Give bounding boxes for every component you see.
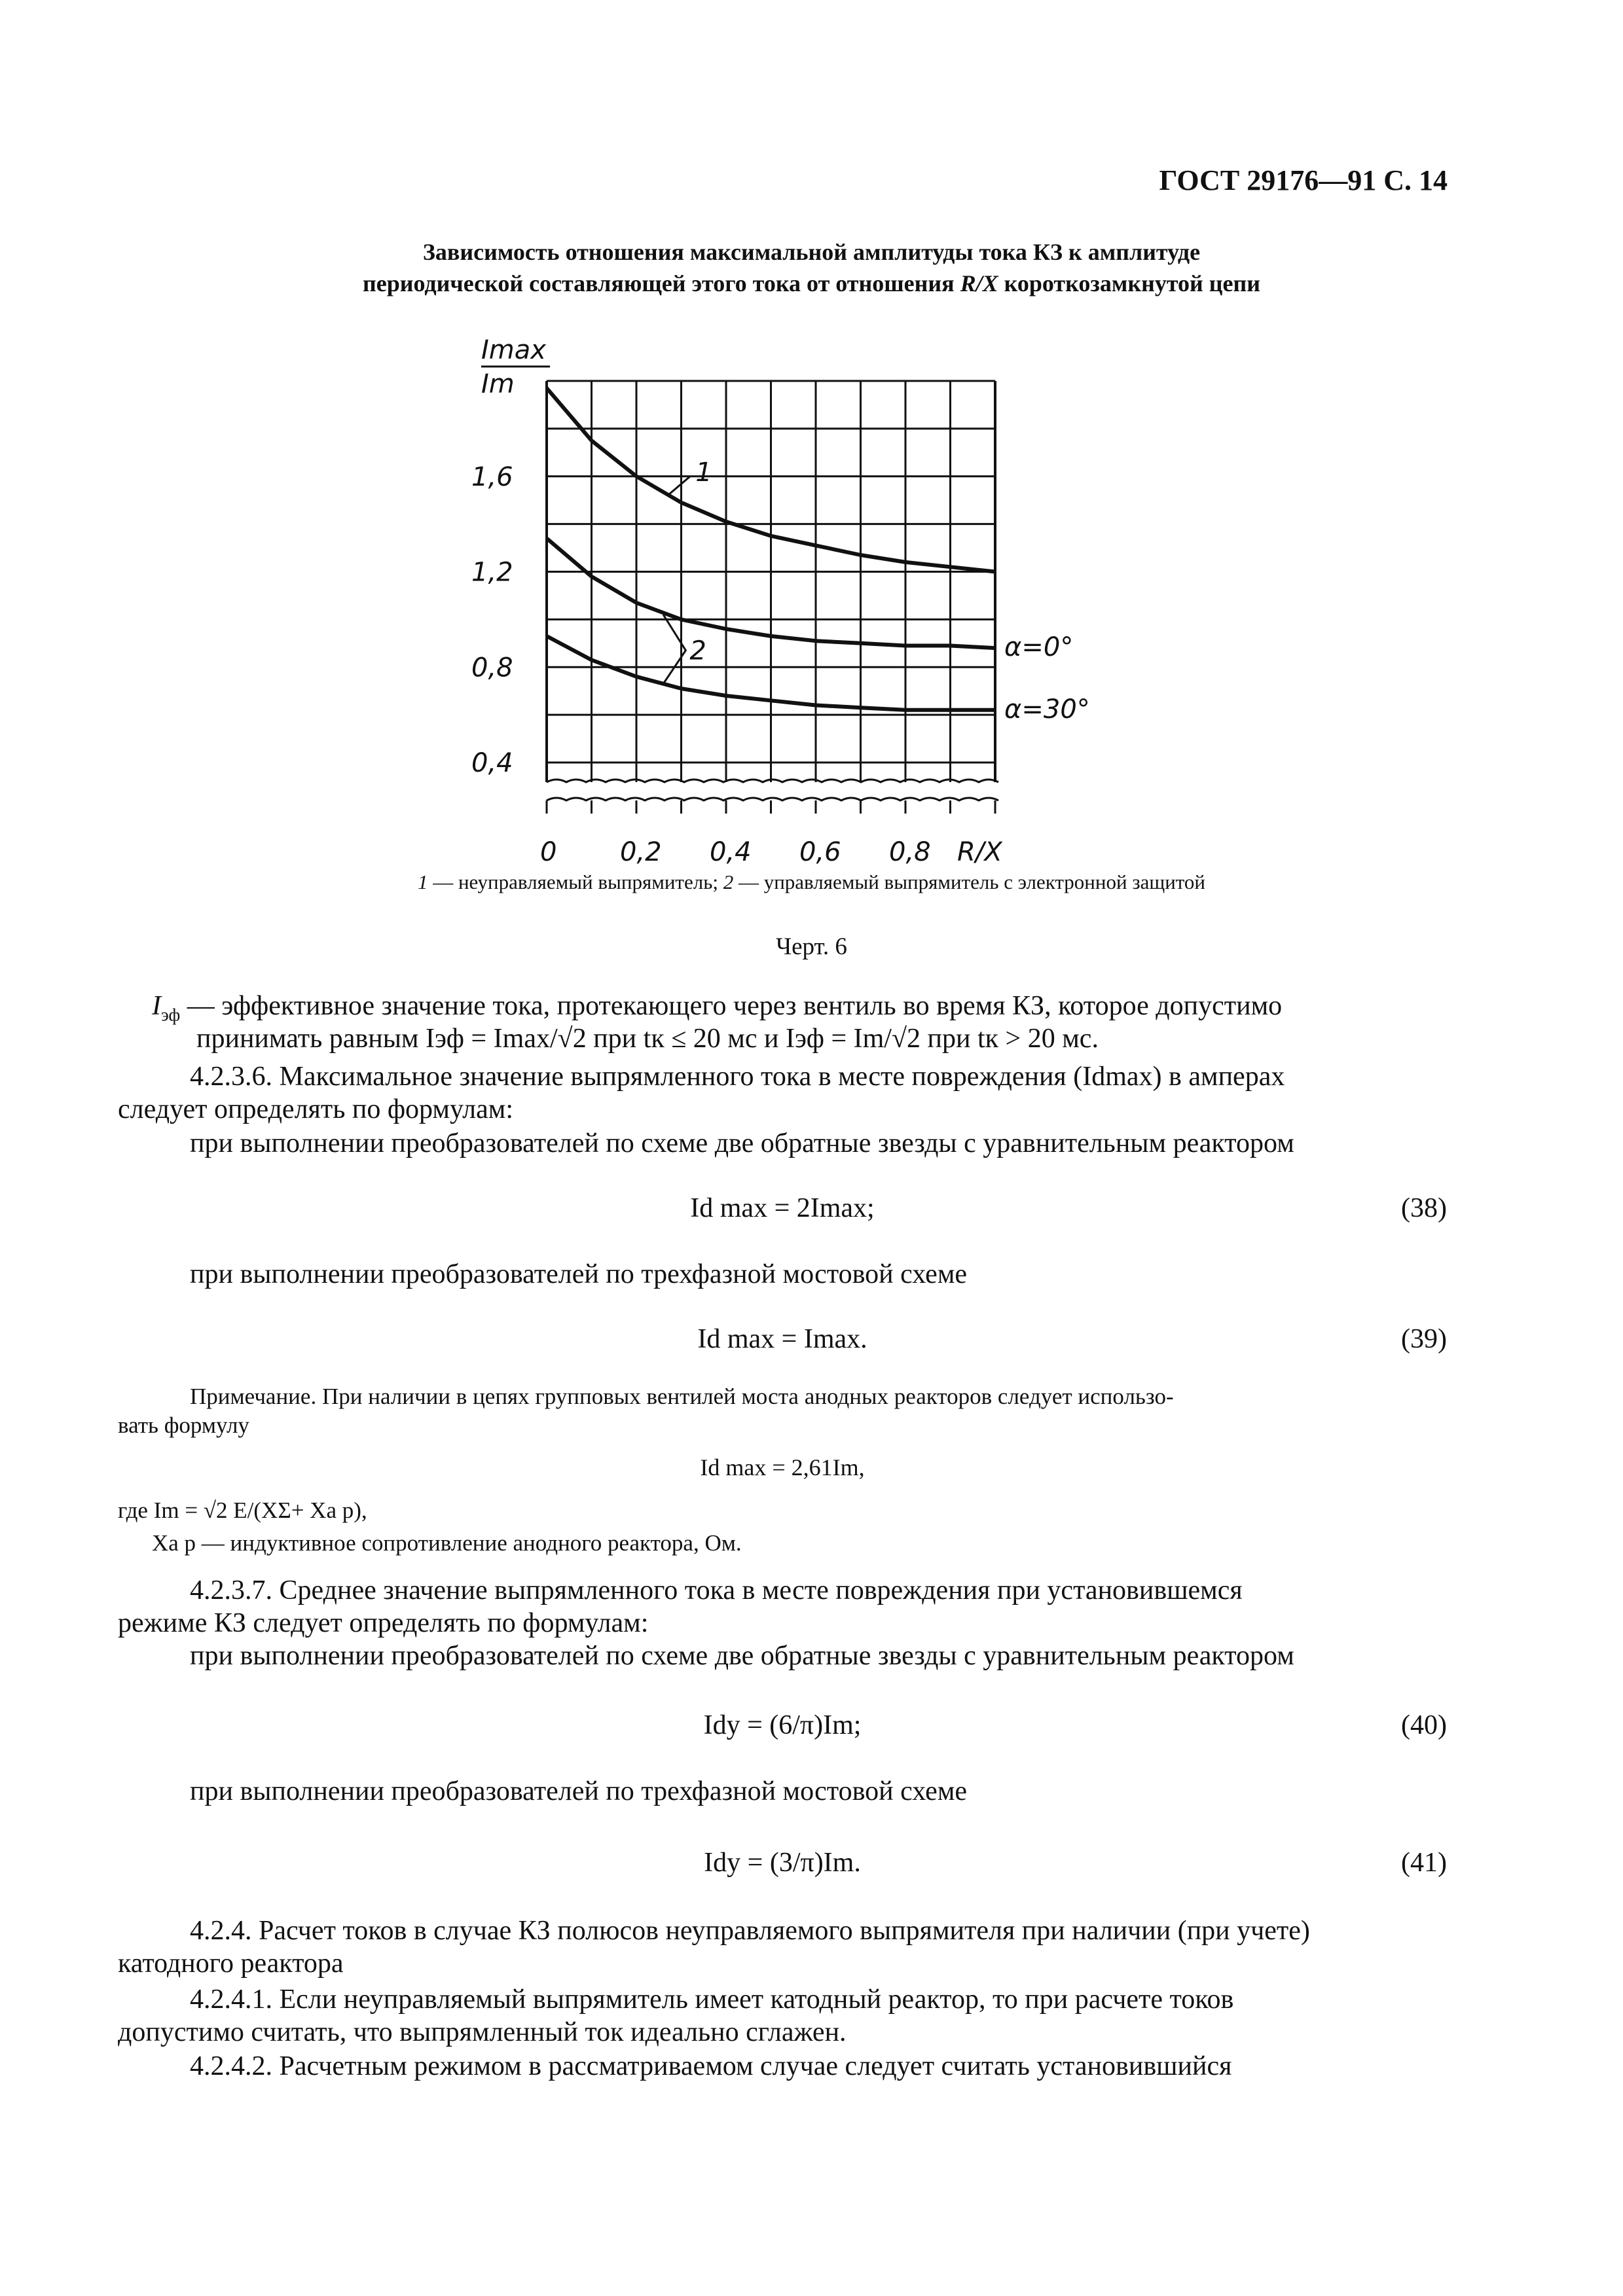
alpha-label-0: α=0°: [1004, 632, 1074, 663]
where-line-2: Xа р — индуктивное сопротивление анодного реактора, Ом.: [152, 1530, 742, 1556]
note-line-a: Примечание. При наличии в цепях групповых вентилей моста анодных реакторов следует использо-: [190, 1384, 1174, 1409]
paragraph-4236-a: 4.2.3.6. Максимальное значение выпрямленного тока в месте повреждения (Idmax) в амперах: [190, 1062, 1285, 1092]
equation-38-formula: Id max = 2Imax;: [690, 1193, 875, 1223]
paragraph-424-b: катодного реактора: [118, 1948, 344, 1979]
paragraph-4241-b: допустимо считать, что выпрямленный ток идеально сглажен.: [118, 2017, 847, 2047]
equation-40-number: (40): [1401, 1710, 1447, 1740]
caption-text-pre: периодической составляющей этого тока от отношения: [362, 270, 960, 296]
equation-39: [118, 1323, 1447, 1360]
curve-2-leader: [663, 615, 685, 684]
where-line-1: где Im = √2 E/(XΣ+ Xа р),: [118, 1498, 367, 1523]
axis-break-upper: [547, 780, 998, 782]
paragraph-ieff-line2: принимать равным Iэф = Imax/√2 при tк ≤ 20 мс и Iэф = Im/√2 при tк > 20 мс.: [196, 1024, 1099, 1054]
x-axis-label: R/X: [957, 837, 1002, 864]
caption-text-post: короткозамкнутой цепи: [998, 270, 1260, 296]
legend-num-2: 2: [723, 870, 734, 893]
x-tick-label: 0,2: [620, 837, 662, 864]
equation-40-formula: Idy = (6/π)Im;: [703, 1710, 862, 1740]
legend-text-2: — управляемый выпрямитель с электронной защитой: [733, 870, 1206, 893]
paragraph-424-a: 4.2.4. Расчет токов в случае КЗ полюсов неуправляемого выпрямителя при наличии (при учете): [190, 1916, 1310, 1946]
x-tick-label: 0,4: [710, 837, 752, 864]
ieff-subscript: эф: [161, 1005, 181, 1025]
equation-39-formula: Id max = Imax.: [697, 1324, 867, 1354]
legend-num-1: 1: [417, 870, 428, 893]
y-tick-label: 1,6: [471, 461, 513, 492]
equation-40: [118, 1710, 1447, 1746]
legend-text-1: — неуправляемый выпрямитель;: [428, 870, 723, 893]
equation-39-number: (39): [1401, 1324, 1447, 1354]
note-line-b: вать формулу: [118, 1412, 249, 1438]
paragraph-4242: 4.2.4.2. Расчетным режимом в рассматриваемом случае следует считать установившийся: [190, 2051, 1232, 2081]
equation-38-number: (38): [1401, 1193, 1447, 1223]
axis-break-lower: [547, 798, 998, 800]
figure-label: Черт. 6: [776, 933, 847, 960]
x-tick-label: 0,6: [799, 837, 841, 864]
equation-note: [118, 1453, 1447, 1490]
paragraph-4237-b: режиме КЗ следует определять по формулам:: [118, 1608, 649, 1638]
figure-legend: [0, 870, 1623, 894]
caption-symbol: R/X: [960, 270, 998, 296]
curve-label-1: 1: [695, 457, 712, 488]
equation-41-number: (41): [1401, 1848, 1447, 1878]
paragraph-three-phase-2: при выполнении преобразователей по трехфазной мостовой схеме: [190, 1776, 968, 1806]
y-tick-label: 0,8: [471, 653, 513, 683]
chart: [445, 327, 1192, 864]
y-tick-label: 1,2: [471, 557, 513, 588]
ieff-text: — эффективное значение тока, протекающего через вентиль во время КЗ, которое допустимо: [180, 991, 1283, 1021]
x-tick-label: 0: [540, 837, 557, 864]
figure-caption-line-2: [0, 268, 1623, 298]
paragraph-4241-a: 4.2.4.1. Если неуправляемый выпрямитель имеет катодный реактор, то при расчете токов: [190, 1984, 1234, 2015]
paragraph-two-stars: при выполнении преобразователей по схеме две обратные звезды с уравнительным реактором: [190, 1128, 1294, 1158]
y-tick-label: 0,4: [471, 748, 513, 778]
curve-label-2: 2: [689, 636, 706, 666]
paragraph-two-stars-2: при выполнении преобразователей по схеме две обратные звезды с уравнительным реактором: [190, 1641, 1294, 1671]
ieff-symbol: I: [152, 991, 161, 1021]
equation-41-formula: Idy = (3/π)Im.: [704, 1848, 861, 1878]
curve-1-leader: [668, 476, 690, 495]
figure-caption-line-1: Зависимость отношения максимальной амплитуды тока КЗ к амплитуде: [422, 239, 1201, 265]
chart-grid: [547, 381, 998, 814]
x-tick-label: 0,8: [889, 837, 931, 864]
equation-note-formula: Id max = 2,61Im,: [700, 1454, 865, 1480]
chart-labels: [471, 335, 1090, 864]
equation-38: [118, 1193, 1447, 1229]
page-header: ГОСТ 29176—91 С. 14: [1159, 164, 1448, 196]
paragraph-4237-a: 4.2.3.7. Среднее значение выпрямленного тока в месте повреждения при установившемся: [190, 1575, 1243, 1605]
equation-41: [118, 1847, 1447, 1884]
y-axis-label-den: Im: [481, 369, 515, 399]
paragraph-4236-b: следует определять по формулам:: [118, 1094, 513, 1124]
alpha-label-30: α=30°: [1004, 694, 1090, 725]
y-axis-label-num: Imax: [481, 335, 546, 365]
paragraph-three-phase: при выполнении преобразователей по трехфазной мостовой схеме: [190, 1259, 968, 1289]
